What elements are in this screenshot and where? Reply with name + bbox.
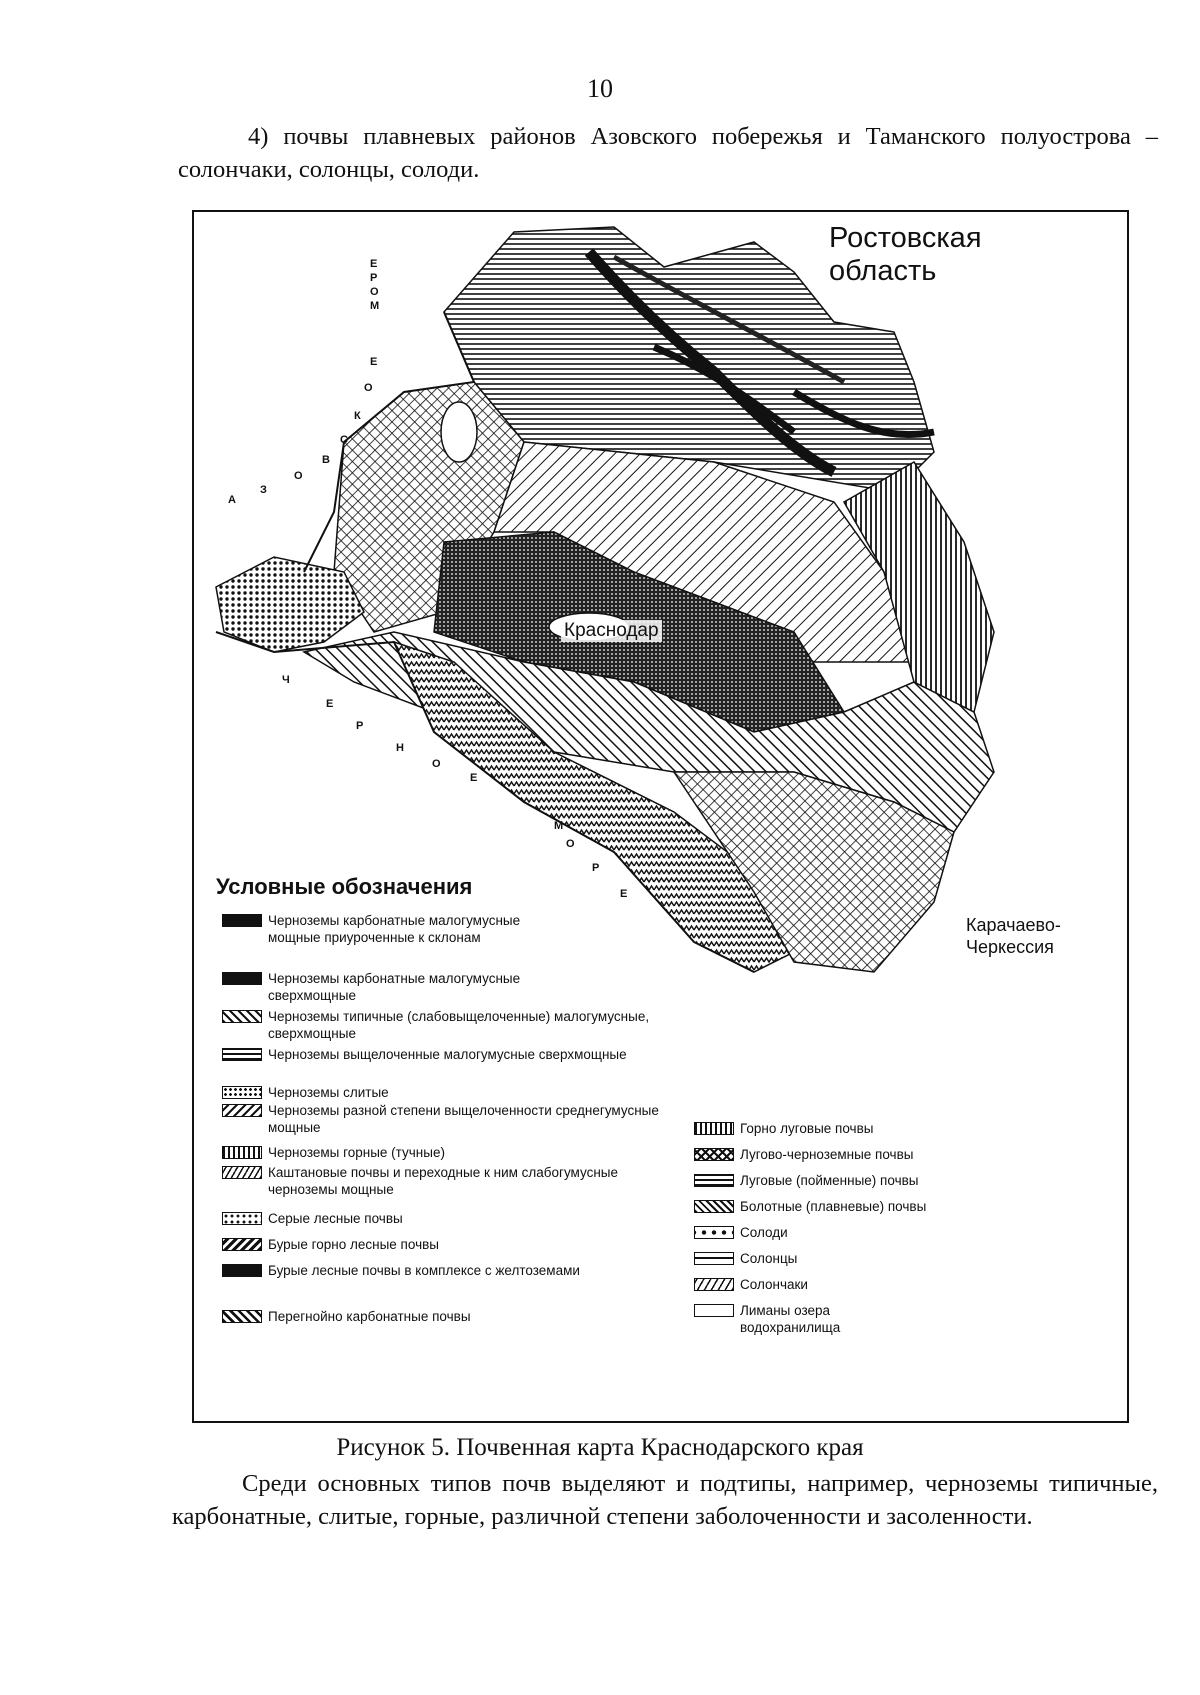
region-karachay-label: Карачаево-Черкессия xyxy=(966,915,1061,957)
legend-swatch xyxy=(222,1048,262,1061)
black-sea-letter: О xyxy=(566,838,575,850)
legend-label: Черноземы выщелоченные малогумусные сверхмощные xyxy=(268,1047,627,1062)
legend-swatch xyxy=(694,1200,734,1213)
azov-sea-letter: К xyxy=(354,410,361,422)
legend-swatch xyxy=(222,1010,262,1023)
region-rostov-label: Ростовская область xyxy=(829,222,982,287)
legend-swatch xyxy=(222,914,262,927)
legend-item xyxy=(222,1262,652,1279)
legend-item xyxy=(694,1224,1114,1241)
legend-swatch xyxy=(222,1086,262,1099)
black-sea-letter: Р xyxy=(592,862,600,874)
legend-label: Черноземы карбонатные малогумусные мощные приуроченные к склонам xyxy=(268,913,521,945)
legend-item xyxy=(222,1144,652,1161)
legend-label: Лугово-черноземные почвы xyxy=(740,1147,914,1162)
legend-label: Бурые лесные почвы в комплексе с желтоземами xyxy=(268,1263,580,1278)
legend-item xyxy=(222,1046,652,1063)
legend-label: Болотные (плавневые) почвы xyxy=(740,1199,927,1214)
azov-sea-letter: Р xyxy=(370,272,378,284)
legend-label: Черноземы типичные (слабовыщелоченные) малогумусные, сверхмощные xyxy=(268,1009,650,1041)
intro-paragraph: 4) почвы плавневых районов Азовского побережья и Таманского полуострова – солончаки, солонцы, солоди. xyxy=(178,123,1158,183)
legend-swatch xyxy=(222,1166,262,1179)
legend-item xyxy=(222,1236,652,1253)
black-sea-letter: Е xyxy=(326,698,334,710)
legend-label: Черноземы горные (тучные) xyxy=(268,1145,445,1160)
city-krasnodar-label: Краснодар xyxy=(561,620,662,642)
legend-swatch xyxy=(694,1252,734,1265)
legend-swatch xyxy=(222,1104,262,1117)
page-number: 10 xyxy=(587,74,613,103)
black-sea-letter: Н xyxy=(396,742,404,754)
legend-item xyxy=(694,1250,1114,1267)
legend-swatch xyxy=(222,1238,262,1251)
black-sea-letter: О xyxy=(432,758,441,770)
legend-item xyxy=(222,1308,652,1325)
figure-caption: Рисунок 5. Почвенная карта Краснодарского края xyxy=(336,1434,864,1461)
legend-label: Лиманы озера водохранилища xyxy=(740,1303,841,1335)
legend-label: Солонцы xyxy=(740,1251,798,1266)
legend-item xyxy=(222,970,552,1004)
legend-swatch xyxy=(222,1212,262,1225)
legend-swatch xyxy=(694,1226,734,1239)
legend-swatch xyxy=(222,972,262,985)
legend-label: Перегнойно карбонатные почвы xyxy=(268,1309,471,1324)
legend-item xyxy=(222,1008,652,1042)
legend-item xyxy=(222,912,552,946)
azov-sea-letter: В xyxy=(322,454,330,466)
azov-sea-letter: О xyxy=(370,286,379,298)
legend-label: Каштановые почвы и переходные к ним слабогумусные черноземы мощные xyxy=(268,1165,618,1197)
legend-swatch xyxy=(694,1122,734,1135)
legend-swatch xyxy=(222,1146,262,1159)
black-sea-letter: Ч xyxy=(282,674,290,686)
azov-sea-letter: Е xyxy=(370,258,378,270)
legend-item xyxy=(694,1276,1114,1293)
legend-swatch xyxy=(222,1310,262,1323)
legend-title: Условные обозначения xyxy=(216,874,473,899)
legend-label: Серые лесные почвы xyxy=(268,1211,403,1226)
legend-swatch xyxy=(694,1304,734,1317)
azov-sea-letter: О xyxy=(364,382,373,394)
black-sea-letter: Е xyxy=(620,888,628,900)
azov-sea-letter: С xyxy=(340,434,348,446)
legend-label: Солоди xyxy=(740,1225,788,1240)
legend-swatch xyxy=(222,1264,262,1277)
black-sea-letter: Р xyxy=(356,720,364,732)
legend-label: Солончаки xyxy=(740,1277,808,1292)
lake-shape xyxy=(441,402,477,462)
legend-swatch xyxy=(694,1174,734,1187)
legend-swatch xyxy=(694,1278,734,1291)
closing-paragraph: Среди основных типов почв выделяют и подтипы, например, черноземы типичные, карбонатные, слитые, горные, различной степени заболоченности и засоленности. xyxy=(172,1470,1158,1530)
legend-label: Черноземы слитые xyxy=(268,1085,389,1100)
legend-label: Черноземы карбонатные малогумусные сверхмощные xyxy=(268,971,521,1003)
azov-sea-letter: М xyxy=(370,300,380,312)
legend-item xyxy=(222,1102,672,1136)
azov-sea-letter: З xyxy=(260,484,267,496)
soil-map-figure xyxy=(192,210,1129,1423)
legend-item xyxy=(694,1172,1114,1189)
legend-item xyxy=(694,1198,1114,1215)
azov-sea-letter: Е xyxy=(370,356,378,368)
legend-item xyxy=(694,1120,1114,1137)
legend-item xyxy=(694,1302,894,1336)
legend-item xyxy=(222,1210,652,1227)
black-sea-letter: М xyxy=(554,820,564,832)
legend-label: Луговые (пойменные) почвы xyxy=(740,1173,919,1188)
legend-label: Черноземы разной степени выщелоченности среднегумусные мощные xyxy=(268,1103,659,1135)
legend-item xyxy=(222,1164,672,1198)
legend-item xyxy=(694,1146,1114,1163)
black-sea-letter: Е xyxy=(470,772,478,784)
azov-sea-letter: А xyxy=(228,494,236,506)
azov-sea-letter: О xyxy=(294,470,303,482)
taman-zone xyxy=(216,557,364,652)
legend-swatch xyxy=(694,1148,734,1161)
legend-item xyxy=(222,1084,652,1101)
legend-label: Бурые горно лесные почвы xyxy=(268,1237,439,1252)
legend-label: Горно луговые почвы xyxy=(740,1121,874,1136)
